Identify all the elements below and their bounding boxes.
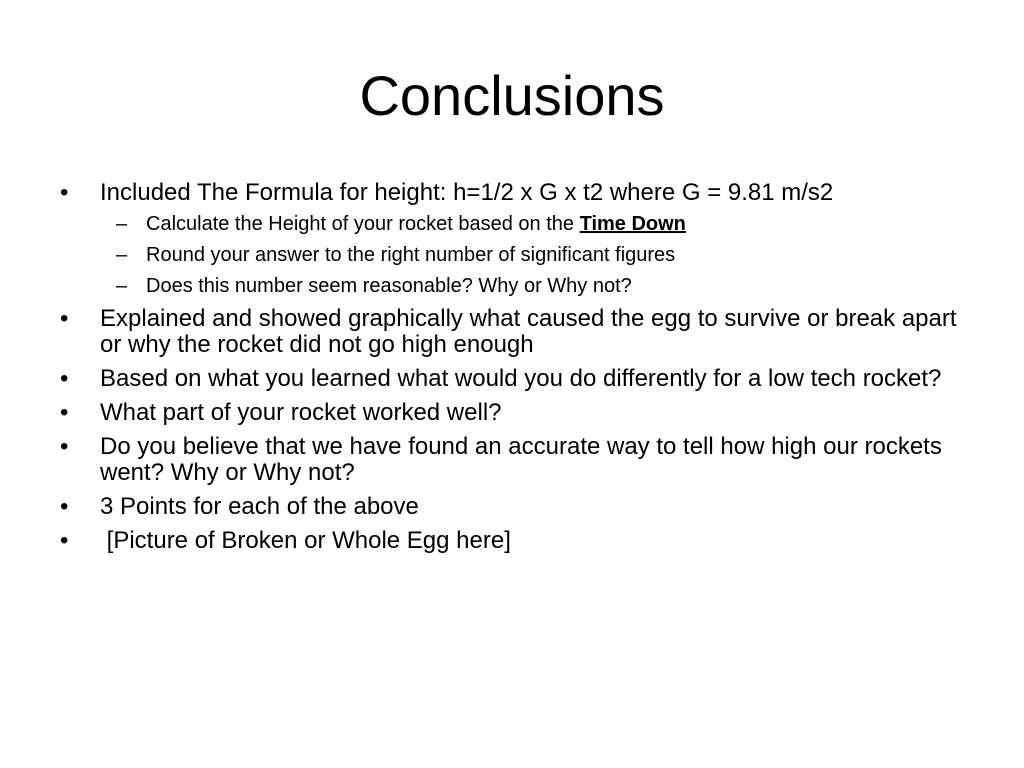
bullet-item bbox=[60, 180, 960, 298]
bullet-marker: • bbox=[60, 179, 69, 206]
bullet-item bbox=[60, 434, 960, 486]
dash-marker: – bbox=[116, 244, 128, 266]
dash-marker: – bbox=[116, 275, 128, 297]
bullet-text: What part of your rocket worked well? bbox=[100, 399, 502, 426]
bullet-marker: • bbox=[60, 399, 69, 426]
sub-bullet-text: Calculate the Height of your rocket based on the bbox=[146, 213, 580, 235]
bullet-text: 3 Points for each of the above bbox=[100, 493, 419, 520]
bullet-marker: • bbox=[60, 493, 69, 520]
bullet-item bbox=[60, 366, 960, 392]
bullet-item bbox=[60, 528, 960, 554]
sub-bullet-item bbox=[100, 243, 960, 267]
bullet-text: Included The Formula for height: h=1/2 x G x t2 where G = 9.81 m/s2 bbox=[100, 179, 834, 206]
bullet-list bbox=[60, 180, 960, 554]
bullet-item bbox=[60, 400, 960, 426]
bullet-marker: • bbox=[60, 527, 69, 554]
bullet-marker: • bbox=[60, 305, 69, 332]
bullet-text: [Picture of Broken or Whole Egg here] bbox=[100, 527, 511, 554]
bullet-marker: • bbox=[60, 433, 69, 460]
sub-bullet-item bbox=[100, 212, 960, 236]
sub-bullet-text: Does this number seem reasonable? Why or Why not? bbox=[146, 275, 632, 297]
bullet-text: Based on what you learned what would you do differently for a low tech rocket? bbox=[100, 365, 942, 392]
bullet-marker: • bbox=[60, 365, 69, 392]
sub-bullet-item bbox=[100, 274, 960, 298]
dash-marker: – bbox=[116, 213, 128, 235]
bullet-text: Explained and showed graphically what caused the egg to survive or break apart or why the rocket did not go high enough bbox=[100, 305, 957, 358]
slide-content bbox=[60, 180, 960, 562]
emphasized-text: Time Down bbox=[579, 213, 686, 235]
bullet-text: Do you believe that we have found an accurate way to tell how high our rockets went? Why or Why not? bbox=[100, 433, 942, 486]
bullet-item bbox=[60, 306, 960, 358]
sub-bullet-list bbox=[100, 212, 960, 298]
bullet-item bbox=[60, 494, 960, 520]
slide-title: Conclusions bbox=[359, 64, 665, 127]
sub-bullet-text: Round your answer to the right number of significant figures bbox=[146, 244, 676, 266]
